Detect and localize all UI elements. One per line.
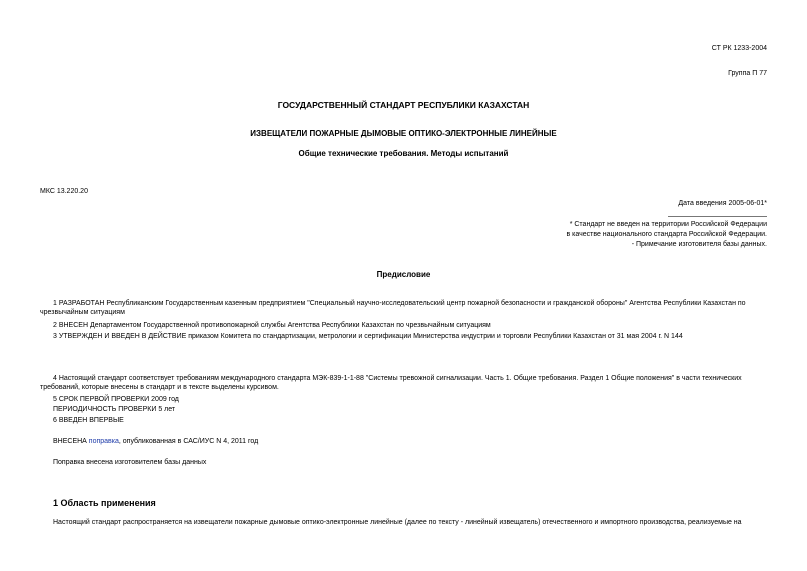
preface-item-6: 6 ВВЕДЕН ВПЕРВЫЕ bbox=[53, 417, 124, 424]
document-title: ГОСУДАРСТВЕННЫЙ СТАНДАРТ РЕСПУБЛИКИ КАЗАХСТАН bbox=[277, 100, 530, 110]
footnote-divider bbox=[668, 216, 767, 217]
section-1-heading: 1 Область применения bbox=[53, 498, 156, 508]
standard-name: ИЗВЕЩАТЕЛИ ПОЖАРНЫЕ ДЫМОВЫЕ ОПТИКО-ЭЛЕКТРОННЫЕ ЛИНЕЙНЫЕ bbox=[250, 129, 557, 138]
standard-subtitle: Общие технические требования. Методы испытаний bbox=[298, 149, 509, 158]
footnote-line-2: в качестве национального стандарта Российской Федерации. bbox=[566, 231, 767, 238]
amendment-note: Поправка внесена изготовителем базы данных bbox=[53, 459, 207, 466]
amendment-suffix: , опубликованная в САС/ИУС N 4, 2011 год bbox=[118, 438, 259, 445]
footnote-line-3: - Примечание изготовителя базы данных. bbox=[631, 241, 767, 248]
amendment-prefix: ВНЕСЕНА bbox=[53, 438, 89, 445]
preface-item-3: 3 УТВЕРЖДЕН И ВВЕДЕН В ДЕЙСТВИЕ приказом Комитета по стандартизации, метрологии и сертификации Министерства индустрии и торговли Республики Казахстан от 31 мая 2004 г. N 144 bbox=[53, 333, 683, 340]
preface-item-4: 4 Настоящий стандарт соответствует требованиям международного стандарта МЭК-839-1-1-88 "Системы тревожной сигнализации. Часть 1. Общие требования. Раздел 1 Общие положения" в части технических требований, которые внесены в стандарт и в тексте выделены курсивом. bbox=[40, 375, 742, 392]
preface-item-2: 2 ВНЕСЕН Департаментом Государственной противопожарной службы Агентства Республики Казахстан по чрезвычайным ситуациям bbox=[53, 322, 491, 329]
group-code: Группа П 77 bbox=[728, 70, 767, 77]
section-1-text: Настоящий стандарт распространяется на извещатели пожарные дымовые оптико-электронные линейные (далее по тексту - линейный извещатель) отечественного и импортного производства, реализуемые на bbox=[53, 519, 742, 526]
mks-code: МКС 13.220.20 bbox=[40, 188, 88, 195]
footnote-line-1: * Стандарт не введен на территории Российской Федерации bbox=[569, 221, 767, 228]
preface-item-5b: ПЕРИОДИЧНОСТЬ ПРОВЕРКИ 5 лет bbox=[53, 406, 176, 413]
preface-item-5: 5 СРОК ПЕРВОЙ ПРОВЕРКИ 2009 год bbox=[53, 396, 179, 403]
doc-number: СТ РК 1233-2004 bbox=[711, 45, 767, 52]
preface-item-1: 1 РАЗРАБОТАН Республиканским Государственным казенным предприятием "Специальный научно-исследовательский центр пожарной безопасности и гражданской обороны" Агентства Республики Казахстан по чрезвычайным ситуациям bbox=[40, 300, 746, 317]
intro-date: Дата введения 2005-06-01* bbox=[678, 200, 767, 207]
amendment-line bbox=[53, 437, 258, 446]
amendment-link[interactable]: поправка bbox=[88, 438, 119, 445]
preface-heading: Предисловие bbox=[376, 270, 431, 279]
